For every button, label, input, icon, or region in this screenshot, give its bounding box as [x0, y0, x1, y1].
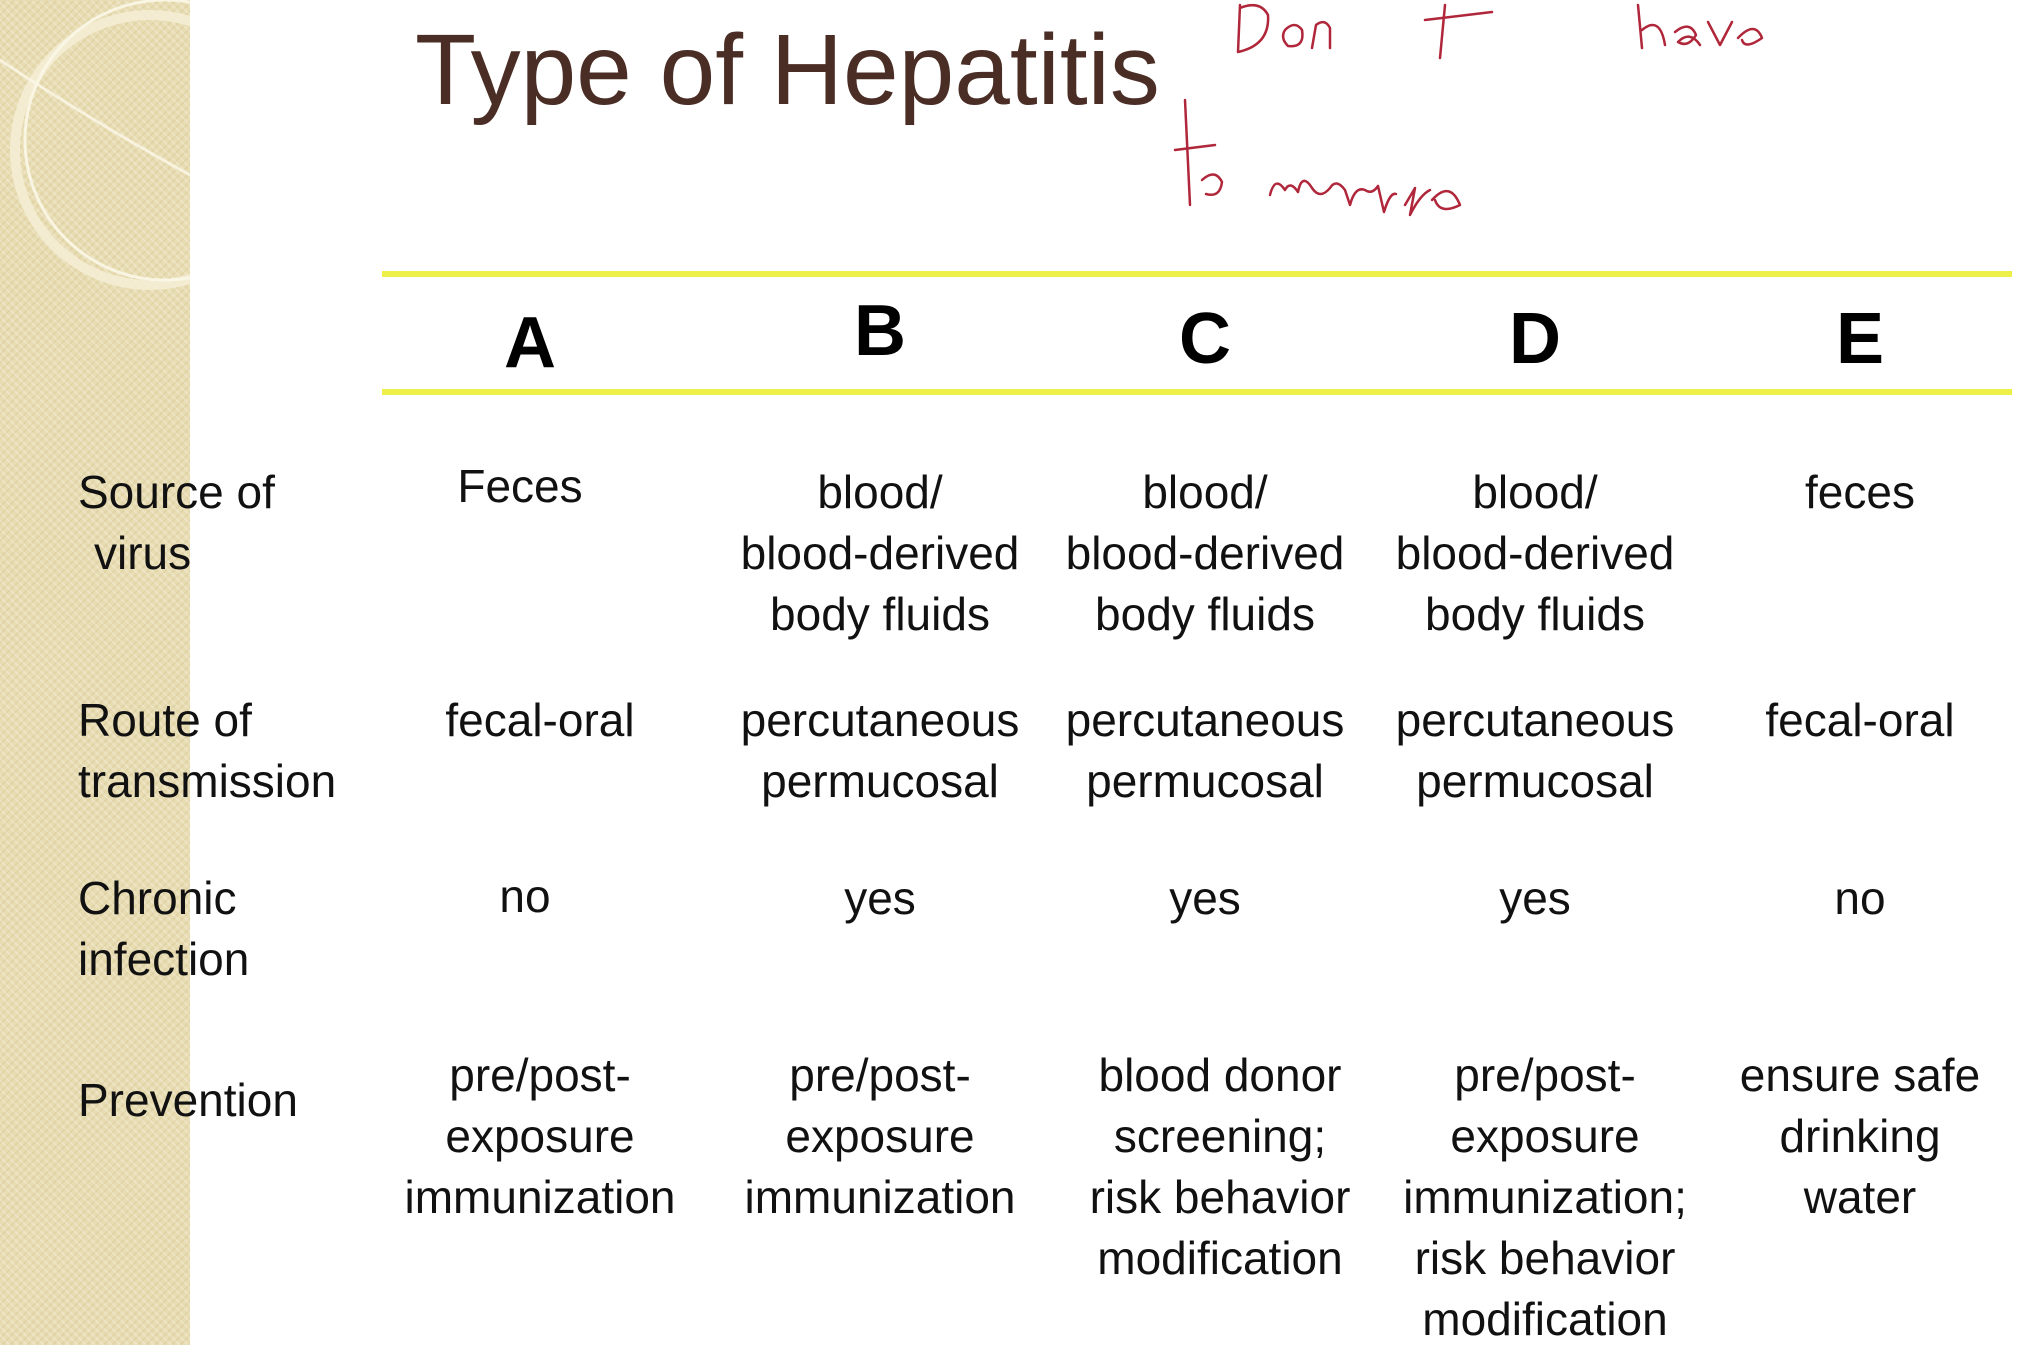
- column-header-b: B: [854, 291, 906, 371]
- table-cell: [375, 1045, 705, 1228]
- table-cell-line: immunization: [744, 1171, 1016, 1223]
- table-cell-line: exposure: [1450, 1110, 1640, 1162]
- table-cell-line: blood-derived: [1395, 527, 1675, 579]
- table-cell-line: percutaneous: [1065, 694, 1345, 746]
- table-cell-line: exposure: [445, 1110, 635, 1162]
- table-cell-line: immunization;: [1403, 1171, 1687, 1223]
- table-cell-line: Feces: [457, 460, 583, 512]
- table-cell-line: ensure safe: [1739, 1049, 1981, 1101]
- table-cell-line: no: [1834, 872, 1886, 924]
- table-cell-line: body fluids: [1095, 588, 1315, 640]
- table-cell-line: modification: [1422, 1293, 1668, 1345]
- table-cell-line: pre/post-: [1454, 1049, 1636, 1101]
- row-label: [78, 868, 249, 990]
- table-cell: [1040, 462, 1370, 645]
- row-label: [78, 1070, 298, 1131]
- table-cell-line: exposure: [785, 1110, 975, 1162]
- table-cell: [1695, 868, 2025, 929]
- table-cell-line: risk behavior: [1414, 1232, 1676, 1284]
- table-cell: [715, 690, 1045, 812]
- header-rule-bottom: [382, 389, 2012, 395]
- column-header-e: E: [1835, 299, 1885, 379]
- table-cell-line: blood-derived: [740, 527, 1020, 579]
- decorative-rings: [0, 0, 190, 320]
- row-label-line: virus: [94, 527, 192, 579]
- table-cell: [715, 462, 1045, 645]
- table-cell-line: yes: [1499, 872, 1571, 924]
- table-cell-line: permucosal: [1086, 755, 1324, 807]
- table-cell-line: percutaneous: [740, 694, 1020, 746]
- table-cell-line: fecal-oral: [1765, 694, 1955, 746]
- row-label-line: Route of: [78, 694, 252, 746]
- table-cell-line: percutaneous: [1395, 694, 1675, 746]
- row-label-line: transmission: [78, 755, 337, 807]
- table-cell: [360, 866, 690, 927]
- table-cell: [1380, 1045, 1710, 1350]
- row-label-line: Source of: [78, 466, 275, 518]
- table-cell: [1695, 690, 2025, 751]
- row-label: [78, 690, 336, 812]
- table-cell-line: drinking: [1779, 1110, 1941, 1162]
- table-cell-line: water: [1803, 1171, 1917, 1223]
- column-header-c: C: [1179, 299, 1231, 379]
- table-cell-line: body fluids: [1425, 588, 1645, 640]
- table-cell: [1040, 690, 1370, 812]
- table-cell: [1695, 1045, 2025, 1228]
- table-cell: [1040, 868, 1370, 929]
- table-cell: [1055, 1045, 1385, 1289]
- row-label-line: Prevention: [78, 1074, 298, 1126]
- table-cell-line: blood donor: [1098, 1049, 1342, 1101]
- slide-title: Type of Hepatitis: [415, 14, 1160, 126]
- table-cell-line: modification: [1097, 1232, 1343, 1284]
- table-cell: [715, 1045, 1045, 1228]
- table-cell: [1695, 462, 2025, 523]
- table-cell-line: risk behavior: [1089, 1171, 1351, 1223]
- table-cell-line: blood/: [817, 466, 943, 518]
- table-cell-line: feces: [1805, 466, 1915, 518]
- table-cell: [715, 868, 1045, 929]
- table-cell: [1370, 690, 1700, 812]
- table-cell: [375, 690, 705, 751]
- table-cell-line: yes: [1169, 872, 1241, 924]
- column-header-a: A: [504, 303, 556, 383]
- row-label-line: Chronic: [78, 872, 237, 924]
- table-cell-line: permucosal: [761, 755, 999, 807]
- table-cell-line: permucosal: [1416, 755, 1654, 807]
- table-cell-line: immunization: [404, 1171, 676, 1223]
- table-cell-line: blood-derived: [1065, 527, 1345, 579]
- table-cell-line: pre/post-: [449, 1049, 631, 1101]
- table-cell-line: yes: [844, 872, 916, 924]
- table-cell-line: blood/: [1142, 466, 1268, 518]
- handwritten-annotation-have: [1630, 0, 1770, 60]
- header-rule-top: [382, 271, 2012, 277]
- table-cell-line: screening;: [1113, 1110, 1327, 1162]
- table-cell-line: body fluids: [770, 588, 990, 640]
- table-cell: [355, 456, 685, 517]
- table-cell-line: pre/post-: [789, 1049, 971, 1101]
- table-cell-line: blood/: [1472, 466, 1598, 518]
- handwritten-annotation: [1140, 0, 1540, 260]
- table-cell: [1370, 868, 1700, 929]
- table-cell-line: no: [499, 870, 551, 922]
- row-label: [78, 462, 275, 584]
- table-cell: [1370, 462, 1700, 645]
- column-header-d: D: [1509, 299, 1561, 379]
- row-label-line: infection: [78, 933, 250, 985]
- table-cell-line: fecal-oral: [445, 694, 635, 746]
